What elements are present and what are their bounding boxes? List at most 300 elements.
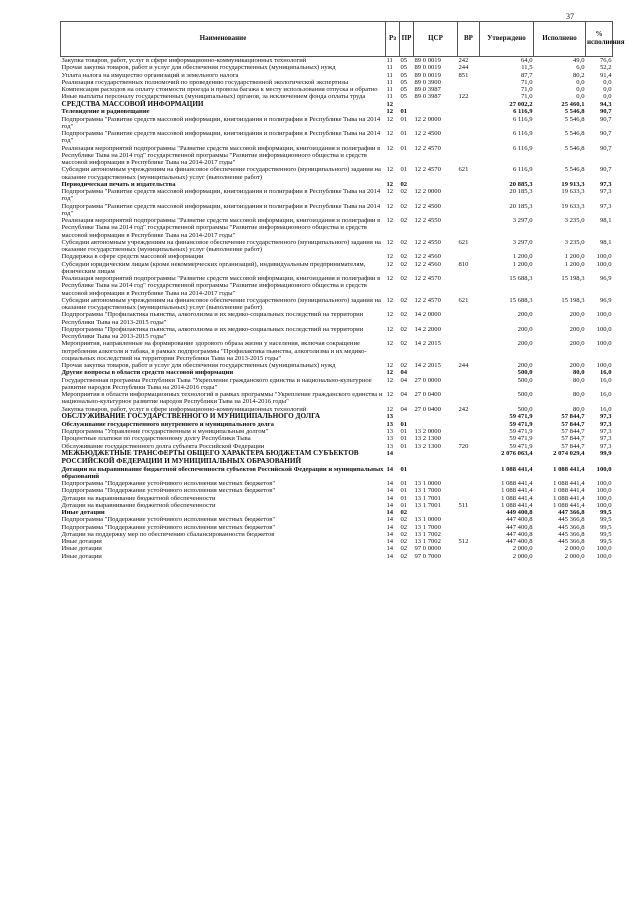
cell-executed: 80,0 bbox=[572, 376, 585, 384]
cell-name: Подпрограмма "Развитие средств массовой информации, книгоиздания и полиграфии в Республике Тыва на 2014 год" bbox=[61, 115, 381, 130]
cell-pr: 01 bbox=[400, 442, 408, 450]
cell-vr bbox=[458, 181, 480, 188]
cell-approved: 6 116,9 bbox=[512, 166, 533, 174]
cell-name: Уплата налога на имущество организаций и земельного налога bbox=[61, 71, 239, 79]
cell-executed: 19 913,3 bbox=[561, 180, 585, 188]
cell-rz: 12 bbox=[386, 376, 394, 384]
cell-rz: 14 bbox=[386, 538, 394, 546]
cell-executed: 445 366,8 bbox=[558, 530, 585, 538]
cell-name: Подпрограмма "Поддержание устойчивого исполнения местных бюджетов" bbox=[61, 516, 276, 524]
cell-vr: 851 bbox=[458, 71, 469, 79]
cell-percent: 97,3 bbox=[599, 412, 612, 420]
cell-name: Подпрограмма "Профилактика пьянства, алкоголизма и их медико-социальных последствий на территории Республики Тыва на 2013-2015 годы" bbox=[61, 311, 364, 326]
cell-csr: 27 0 0400 bbox=[414, 405, 441, 413]
table-row bbox=[61, 553, 613, 560]
cell-csr: 89 0 3900 bbox=[414, 78, 441, 86]
cell-vr: 621 bbox=[458, 238, 469, 246]
cell-pr: 04 bbox=[400, 376, 408, 384]
cell-executed: 5 546,8 bbox=[564, 144, 585, 152]
cell-executed: 2 000,0 bbox=[564, 552, 585, 560]
cell-csr bbox=[414, 101, 458, 109]
cell-pr: 01 bbox=[400, 144, 408, 152]
subsection-row bbox=[61, 181, 613, 188]
cell-name: Дотации на выравнивание бюджетной обеспеченности bbox=[61, 501, 216, 509]
cell-name: Закупка товаров, работ, услуг в сфере информационно-коммуникационных технологий bbox=[61, 57, 307, 64]
cell-vr bbox=[458, 311, 480, 326]
cell-csr: 13 1 0000 bbox=[414, 480, 441, 488]
cell-approved: 1 088 441,4 bbox=[501, 465, 533, 473]
cell-executed: 57 844,7 bbox=[561, 420, 585, 428]
table-header-row bbox=[61, 22, 613, 57]
cell-vr bbox=[458, 545, 480, 552]
cell-executed: 19 633,3 bbox=[561, 202, 585, 210]
cell-rz: 12 bbox=[386, 217, 394, 225]
cell-approved: 3 297,0 bbox=[512, 238, 533, 246]
subsection-row bbox=[61, 466, 613, 481]
cell-pr: 02 bbox=[400, 325, 408, 333]
cell-executed: 25 460,1 bbox=[561, 100, 585, 108]
cell-percent: 99,5 bbox=[599, 530, 612, 538]
cell-pr: 02 bbox=[400, 552, 408, 560]
cell-approved: 2 000,0 bbox=[512, 552, 533, 560]
cell-csr: 89 0 0019 bbox=[414, 57, 441, 64]
cell-name: Иные дотации bbox=[61, 545, 102, 553]
cell-vr bbox=[458, 340, 480, 362]
cell-pr: 01 bbox=[400, 435, 408, 443]
cell-csr: 14 2 2015 bbox=[414, 362, 441, 370]
cell-pr: 01 bbox=[400, 115, 408, 123]
cell-vr bbox=[458, 130, 480, 145]
cell-percent: 52,2 bbox=[599, 64, 612, 72]
cell-csr: 12 2 4550 bbox=[414, 217, 441, 225]
header-vr: ВР bbox=[458, 22, 480, 57]
cell-approved: 500,0 bbox=[517, 391, 533, 399]
cell-executed: 3 235,0 bbox=[564, 217, 585, 225]
cell-pr: 02 bbox=[400, 238, 408, 246]
cell-pr: 02 bbox=[400, 275, 408, 283]
cell-vr bbox=[458, 86, 480, 93]
cell-rz: 14 bbox=[386, 449, 394, 457]
cell-percent: 100,0 bbox=[596, 552, 612, 560]
cell-rz: 13 bbox=[386, 420, 394, 428]
cell-executed: 5 546,8 bbox=[564, 130, 585, 138]
table-row bbox=[61, 311, 613, 326]
subsection-row bbox=[61, 108, 613, 115]
table-row bbox=[61, 188, 613, 203]
cell-percent: 99,9 bbox=[599, 449, 612, 457]
cell-pr: 05 bbox=[400, 86, 408, 93]
cell-executed: 200,0 bbox=[569, 340, 585, 348]
cell-approved: 59 471,9 bbox=[509, 412, 533, 420]
table-row bbox=[61, 130, 613, 145]
cell-name: Подпрограмма "Профилактика пьянства, алкоголизма и их медико-социальных последствий на территории Республики Тыва на 2013-2015 годы" bbox=[61, 325, 364, 341]
cell-executed: 80,2 bbox=[572, 71, 585, 79]
table-row bbox=[61, 531, 613, 538]
cell-name: ОБСЛУЖИВАНИЕ ГОСУДАРСТВЕННОГО И МУНИЦИПАЛЬНОГО ДОЛГА bbox=[61, 411, 321, 420]
cell-executed: 80,0 bbox=[572, 369, 585, 377]
cell-rz: 12 bbox=[386, 296, 394, 304]
cell-approved: 6 116,9 bbox=[513, 108, 533, 116]
cell-rz: 13 bbox=[386, 428, 394, 436]
header-approved: Утверждено bbox=[480, 22, 534, 57]
table-row bbox=[61, 495, 613, 502]
header-pr: ПР bbox=[400, 22, 414, 57]
cell-executed: 1 088 441,4 bbox=[553, 487, 585, 495]
cell-csr: 89 0 3987 bbox=[414, 86, 441, 93]
table-row bbox=[61, 326, 613, 341]
cell-percent: 97,3 bbox=[599, 202, 612, 210]
cell-csr: 12 2 4500 bbox=[414, 130, 441, 138]
cell-percent: 96,9 bbox=[599, 296, 612, 304]
cell-percent: 100,0 bbox=[596, 260, 612, 268]
cell-approved: 27 002,2 bbox=[509, 100, 533, 108]
cell-percent: 100,0 bbox=[596, 501, 612, 509]
cell-approved: 200,0 bbox=[517, 362, 533, 370]
cell-percent: 16,0 bbox=[599, 376, 612, 384]
table-row bbox=[61, 253, 613, 260]
cell-rz: 12 bbox=[386, 369, 394, 377]
cell-csr: 13 2 1300 bbox=[414, 442, 441, 450]
cell-name: Иные дотации bbox=[61, 538, 102, 546]
cell-rz: 14 bbox=[386, 523, 394, 531]
cell-vr: 512 bbox=[458, 538, 469, 546]
cell-pr: 02 bbox=[400, 509, 408, 517]
cell-vr bbox=[458, 428, 480, 435]
cell-rz: 12 bbox=[386, 260, 394, 268]
cell-csr: 13 1 0000 bbox=[414, 516, 441, 524]
cell-percent: 99,5 bbox=[599, 538, 612, 546]
cell-vr bbox=[458, 391, 480, 406]
cell-vr bbox=[458, 531, 480, 538]
cell-approved: 87,7 bbox=[520, 71, 533, 79]
cell-pr: 02 bbox=[400, 523, 408, 531]
cell-rz: 12 bbox=[386, 275, 394, 283]
cell-rz: 14 bbox=[386, 501, 394, 509]
cell-approved: 20 185,3 bbox=[509, 188, 533, 196]
cell-approved: 15 688,3 bbox=[509, 275, 533, 283]
cell-approved: 6 116,9 bbox=[512, 130, 533, 138]
cell-csr: 12 2 4570 bbox=[414, 275, 441, 283]
cell-rz: 12 bbox=[386, 130, 394, 138]
table-row bbox=[61, 203, 613, 218]
cell-pr: 04 bbox=[400, 405, 408, 413]
cell-name: Иные дотации bbox=[61, 552, 102, 560]
cell-approved: 500,0 bbox=[517, 405, 533, 413]
table-row bbox=[61, 145, 613, 167]
cell-pr: 02 bbox=[400, 362, 408, 370]
cell-executed: 1 088 441,4 bbox=[553, 494, 585, 502]
cell-rz: 14 bbox=[386, 465, 394, 473]
cell-pr: 01 bbox=[400, 130, 408, 138]
cell-csr: 12 2 4570 bbox=[414, 166, 441, 174]
subsection-row bbox=[61, 509, 613, 516]
table-row bbox=[61, 487, 613, 494]
cell-name: Телевидение и радиовещание bbox=[61, 108, 150, 116]
cell-rz: 11 bbox=[386, 86, 393, 93]
cell-csr: 12 2 0000 bbox=[414, 188, 441, 196]
cell-rz: 12 bbox=[386, 391, 394, 399]
cell-pr: 01 bbox=[400, 487, 408, 495]
cell-pr: 02 bbox=[400, 202, 408, 210]
cell-csr bbox=[414, 509, 458, 516]
cell-rz: 14 bbox=[386, 516, 394, 524]
subsection-row bbox=[61, 421, 613, 428]
cell-executed: 200,0 bbox=[569, 325, 585, 333]
cell-vr bbox=[458, 101, 480, 109]
cell-approved: 59 471,9 bbox=[509, 420, 533, 428]
cell-name: Дотации на поддержку мер по обеспечению сбалансированности бюджетов bbox=[61, 530, 275, 538]
cell-approved: 449 400,8 bbox=[506, 509, 533, 517]
cell-executed: 57 844,7 bbox=[561, 412, 585, 420]
cell-executed: 57 844,7 bbox=[561, 435, 585, 443]
cell-name: Государственная программа Республики Тыва "Укрепление гражданского единства и национально-культурное развитие народов Республики Тыва на 2014-2016 годы" bbox=[61, 376, 372, 391]
cell-executed: 1 088 441,4 bbox=[553, 501, 585, 509]
cell-vr bbox=[458, 253, 480, 260]
cell-executed: 5 546,8 bbox=[564, 166, 585, 174]
cell-rz: 12 bbox=[386, 405, 394, 413]
cell-rz: 11 bbox=[386, 64, 393, 72]
cell-pr: 01 bbox=[400, 480, 408, 488]
cell-pr bbox=[400, 101, 414, 109]
cell-percent: 100,0 bbox=[596, 253, 612, 261]
cell-name: Подпрограмма "Управление государственным и муниципальным долгом" bbox=[61, 428, 269, 436]
table-row bbox=[61, 435, 613, 442]
table-row bbox=[61, 57, 613, 65]
cell-approved: 447 400,8 bbox=[506, 538, 533, 546]
cell-vr bbox=[458, 377, 480, 392]
table-row bbox=[61, 502, 613, 509]
cell-csr: 13 2 1300 bbox=[414, 435, 441, 443]
cell-name: Процентные платежи по государственному долгу Республики Тыва bbox=[61, 435, 251, 443]
cell-approved: 6 116,9 bbox=[512, 144, 533, 152]
cell-vr bbox=[458, 421, 480, 428]
cell-approved: 6 116,9 bbox=[512, 115, 533, 123]
cell-name: Прочая закупка товаров, работ и услуг для обеспечения государственных (муниципальных) нужд bbox=[61, 362, 336, 370]
table-row bbox=[61, 86, 613, 93]
cell-percent: 100,0 bbox=[596, 362, 612, 370]
cell-name: СРЕДСТВА МАССОВОЙ ИНФОРМАЦИИ bbox=[61, 99, 204, 108]
cell-vr: 242 bbox=[458, 57, 469, 64]
cell-name: Иные выплаты персоналу государственных (муниципальных) органов, за исключением фонда оплаты труда bbox=[61, 93, 366, 101]
cell-name: Подпрограмма "Развитие средств массовой информации, книгоиздания и полиграфии в Республике Тыва на 2014 год" bbox=[61, 130, 381, 145]
cell-rz: 11 bbox=[386, 78, 393, 86]
cell-vr bbox=[458, 108, 480, 115]
table-row bbox=[61, 275, 613, 297]
cell-rz: 14 bbox=[386, 480, 394, 488]
cell-csr: 13 1 7000 bbox=[414, 487, 441, 495]
cell-approved: 200,0 bbox=[517, 311, 533, 319]
cell-vr bbox=[458, 450, 480, 466]
cell-percent: 100,0 bbox=[596, 465, 612, 473]
table-row bbox=[61, 79, 613, 86]
cell-csr: 12 2 0000 bbox=[414, 115, 441, 123]
cell-pr: 01 bbox=[400, 166, 408, 174]
cell-name: Мероприятия, направленные на формирование здорового образа жизни у населения, включая сокращение потребления алкоголя и табака, в рамках подпрограммы "Профилактика пьянства, алкоголизма и их медико-социальных последствий на территории Республики Тыва на 2013-2015 годы" bbox=[61, 340, 367, 362]
cell-csr: 13 1 7002 bbox=[414, 538, 441, 546]
cell-executed: 80,0 bbox=[572, 405, 585, 413]
cell-pr: 01 bbox=[400, 494, 408, 502]
cell-pr: 01 bbox=[400, 501, 408, 509]
cell-name: Подпрограмма "Развитие средств массовой информации, книгоиздания и полиграфии в Республике Тыва на 2014 год" bbox=[61, 202, 381, 217]
cell-executed: 15 198,3 bbox=[561, 275, 585, 283]
cell-vr bbox=[458, 553, 480, 560]
cell-percent: 94,3 bbox=[599, 100, 612, 108]
cell-vr: 720 bbox=[458, 442, 469, 450]
cell-name: Периодическая печать и издательства bbox=[61, 180, 176, 188]
cell-pr: 01 bbox=[400, 108, 408, 116]
table-row bbox=[61, 297, 613, 312]
cell-vr bbox=[458, 145, 480, 167]
cell-vr bbox=[458, 188, 480, 203]
cell-name: Реализация мероприятий подпрограммы "Развитие средств массовой информации, книгоиздания и полиграфии в Республике Тыва на 2014 год" государственной программы "Развитие информационного общества и средств массовой информации в Республике Тыва на 2014-2017 годы" bbox=[61, 275, 381, 297]
cell-pr: 02 bbox=[400, 188, 408, 196]
cell-approved: 1 200,0 bbox=[512, 260, 533, 268]
cell-pr: 02 bbox=[400, 340, 408, 348]
cell-csr: 27 0 0000 bbox=[414, 376, 441, 384]
section-row bbox=[61, 413, 613, 421]
cell-vr: 244 bbox=[458, 64, 469, 72]
cell-csr bbox=[414, 413, 458, 421]
cell-executed: 57 844,7 bbox=[561, 442, 585, 450]
cell-executed: 80,0 bbox=[572, 391, 585, 399]
table-row bbox=[61, 239, 613, 254]
cell-rz: 12 bbox=[386, 311, 394, 319]
cell-vr bbox=[458, 275, 480, 297]
cell-name: Другие вопросы в области средств массовой информации bbox=[61, 369, 234, 377]
cell-rz: 14 bbox=[386, 552, 394, 560]
cell-vr bbox=[458, 435, 480, 442]
cell-executed: 1 200,0 bbox=[564, 253, 585, 261]
cell-name: Субсидии автономным учреждениям на финансовое обеспечение государственного (муниципального) задания на оказание государственных (муниципальных) услуг (выполнение работ) bbox=[61, 296, 381, 312]
cell-rz: 11 bbox=[386, 93, 393, 101]
cell-csr: 12 2 4560 bbox=[414, 260, 441, 268]
cell-rz: 13 bbox=[386, 412, 394, 420]
cell-name: Реализация мероприятий подпрограммы "Развитие средств массовой информации, книгоиздания и полиграфии в Республике Тыва на 2014 год" государственной программы "Развитие информационного общества и средств массовой информации в Республике Тыва на 2014-2017 годы" bbox=[61, 144, 381, 167]
cell-approved: 59 471,9 bbox=[509, 435, 533, 443]
cell-pr: 05 bbox=[400, 71, 408, 79]
table-body bbox=[61, 57, 613, 560]
cell-executed: 15 198,3 bbox=[561, 296, 585, 304]
cell-vr: 621 bbox=[458, 296, 469, 304]
cell-percent: 100,0 bbox=[596, 480, 612, 488]
cell-executed: 1 088 441,4 bbox=[553, 465, 585, 473]
cell-percent: 100,0 bbox=[596, 487, 612, 495]
cell-approved: 200,0 bbox=[517, 325, 533, 333]
cell-vr bbox=[458, 217, 480, 239]
cell-pr bbox=[400, 413, 414, 421]
cell-approved: 71,0 bbox=[520, 93, 533, 101]
cell-csr: 13 1 7002 bbox=[414, 530, 441, 538]
cell-percent: 90,7 bbox=[599, 108, 612, 116]
cell-approved: 71,0 bbox=[520, 78, 533, 86]
cell-csr: 12 2 4570 bbox=[414, 144, 441, 152]
cell-executed: 2 074 029,4 bbox=[553, 449, 585, 457]
cell-vr bbox=[458, 116, 480, 131]
cell-vr bbox=[458, 466, 480, 481]
cell-rz: 12 bbox=[386, 253, 394, 261]
cell-approved: 64,0 bbox=[520, 57, 533, 64]
cell-approved: 500,0 bbox=[517, 369, 533, 377]
cell-approved: 447 400,8 bbox=[506, 523, 533, 531]
cell-approved: 59 471,9 bbox=[509, 428, 533, 436]
cell-executed: 0,0 bbox=[576, 93, 585, 101]
table-row bbox=[61, 391, 613, 406]
header-csr: ЦСР bbox=[414, 22, 458, 57]
table-row bbox=[61, 516, 613, 523]
cell-csr: 89 0 3987 bbox=[414, 93, 441, 101]
cell-csr bbox=[414, 369, 458, 376]
cell-approved: 1 088 441,4 bbox=[501, 501, 533, 509]
cell-vr: 810 bbox=[458, 260, 469, 268]
cell-approved: 447 400,8 bbox=[506, 516, 533, 524]
cell-executed: 49,0 bbox=[572, 57, 585, 64]
cell-csr bbox=[414, 108, 458, 115]
cell-vr bbox=[458, 326, 480, 341]
table-row bbox=[61, 261, 613, 276]
cell-vr: 242 bbox=[458, 405, 469, 413]
section-row bbox=[61, 450, 613, 466]
cell-pr: 02 bbox=[400, 260, 408, 268]
cell-name: Обслуживание государственного внутреннего и муниципального долга bbox=[61, 420, 274, 428]
cell-percent: 90,7 bbox=[599, 144, 612, 152]
cell-rz: 12 bbox=[386, 325, 394, 333]
cell-pr: 02 bbox=[400, 545, 408, 553]
cell-pr: 05 bbox=[400, 78, 408, 86]
table-row bbox=[61, 72, 613, 79]
cell-name: Обслуживание государственного долга субъекта Российской Федерации bbox=[61, 442, 265, 450]
cell-pr: 02 bbox=[400, 311, 408, 319]
cell-name: Закупка товаров, работ, услуг в сфере информационно-коммуникационных технологий bbox=[61, 405, 307, 413]
cell-name: Иные дотации bbox=[61, 509, 105, 517]
cell-percent: 98,1 bbox=[599, 238, 612, 246]
cell-percent: 97,3 bbox=[599, 428, 612, 436]
table-row bbox=[61, 428, 613, 435]
cell-percent: 97,3 bbox=[599, 420, 612, 428]
cell-executed: 19 633,3 bbox=[561, 188, 585, 196]
budget-execution-table bbox=[60, 21, 625, 560]
cell-pr: 02 bbox=[400, 180, 408, 188]
cell-name: Реализация мероприятий подпрограммы "Развитие средств массовой информации, книгоиздания и полиграфии в Республике Тыва на 2014 год" государственной программы "Развитие информационного общества и средств массовой информации в Республике Тыва на 2014-2017 годы" bbox=[61, 217, 381, 239]
cell-name: Субсидии автономным учреждениям на финансовое обеспечение государственного (муниципального) задания на оказание государственных (муниципальных) услуг (выполнение работ) bbox=[61, 166, 381, 181]
cell-rz: 12 bbox=[386, 340, 394, 348]
cell-vr bbox=[458, 516, 480, 523]
cell-pr: 02 bbox=[400, 253, 408, 261]
cell-pr: 02 bbox=[400, 538, 408, 546]
cell-vr bbox=[458, 413, 480, 421]
cell-executed: 6,0 bbox=[576, 64, 585, 72]
cell-vr bbox=[458, 203, 480, 218]
cell-rz: 12 bbox=[386, 166, 394, 174]
cell-percent: 91,4 bbox=[599, 71, 612, 79]
table-row bbox=[61, 217, 613, 239]
cell-name: Реализация государственных полномочий по проведению государственной экологической экспертизы bbox=[61, 78, 349, 86]
table-row bbox=[61, 377, 613, 392]
cell-rz: 12 bbox=[386, 115, 394, 123]
header-percent: % исполнения bbox=[586, 22, 613, 57]
cell-vr: 621 bbox=[458, 166, 469, 174]
cell-approved: 20 885,3 bbox=[509, 180, 533, 188]
cell-executed: 2 000,0 bbox=[564, 545, 585, 553]
cell-csr bbox=[414, 421, 458, 428]
cell-vr: 511 bbox=[458, 501, 469, 509]
cell-executed: 445 366,8 bbox=[558, 538, 585, 546]
cell-rz: 12 bbox=[386, 100, 394, 108]
cell-csr: 13 1 7001 bbox=[414, 494, 441, 502]
page-number: 37 bbox=[566, 12, 574, 21]
cell-approved: 71,0 bbox=[520, 86, 533, 93]
cell-pr: 02 bbox=[400, 217, 408, 225]
subsection-row bbox=[61, 369, 613, 376]
